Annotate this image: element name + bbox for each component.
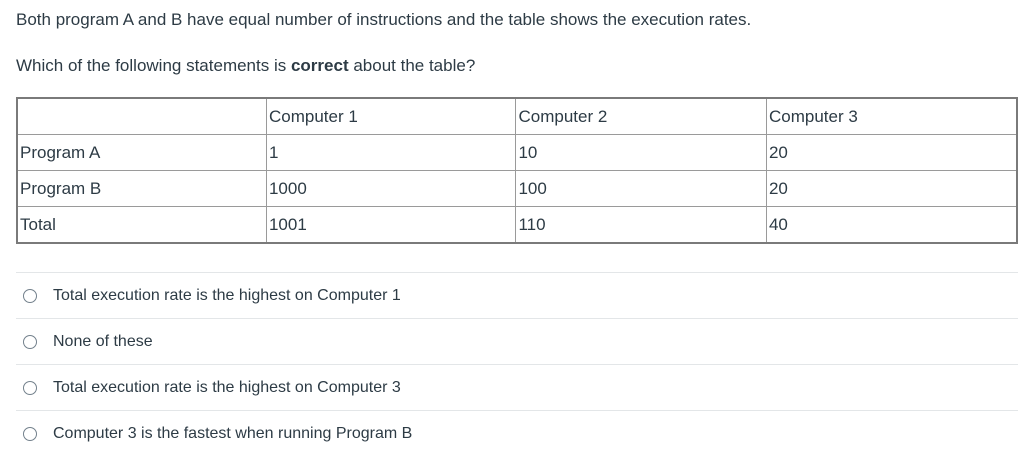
radio-button[interactable] <box>23 289 37 303</box>
table-cell: 100 <box>516 171 767 207</box>
answer-label: Total execution rate is the highest on Computer 3 <box>53 378 401 396</box>
table-header-cell: Computer 3 <box>766 98 1017 135</box>
table-cell: Total <box>17 207 266 244</box>
table-row <box>17 135 1017 171</box>
answer-option[interactable] <box>16 364 1018 410</box>
table-cell: Program B <box>17 171 266 207</box>
radio-button[interactable] <box>23 427 37 441</box>
answer-label: Computer 3 is the fastest when running Program B <box>53 424 413 442</box>
radio-button[interactable] <box>23 381 37 395</box>
question-line-1: Both program A and B have equal number of instructions and the table shows the execution rates. <box>16 10 752 29</box>
answer-option[interactable] <box>16 410 1018 456</box>
table-cell: 20 <box>766 135 1017 171</box>
execution-rate-table <box>16 97 1018 244</box>
answer-option[interactable] <box>16 318 1018 364</box>
answer-label: Total execution rate is the highest on Computer 1 <box>53 286 401 304</box>
table-header-cell: Computer 2 <box>516 98 767 135</box>
table-cell: Program A <box>17 135 266 171</box>
question-text <box>16 8 1016 78</box>
table-cell: 20 <box>766 171 1017 207</box>
table-cell: 110 <box>516 207 767 244</box>
table-header-cell <box>17 98 266 135</box>
table-cell: 10 <box>516 135 767 171</box>
question-line-2-start: Which of the following statements is <box>16 56 291 75</box>
radio-button[interactable] <box>23 335 37 349</box>
table-cell: 1001 <box>266 207 516 244</box>
table-header-cell: Computer 1 <box>266 98 516 135</box>
question-emphasis: correct <box>290 56 349 75</box>
table-row <box>17 207 1017 244</box>
table-header-row <box>17 98 1017 135</box>
answer-option[interactable] <box>16 272 1018 318</box>
table-row <box>17 171 1017 207</box>
answer-label: None of these <box>53 332 153 350</box>
question-line-2 <box>16 54 1016 78</box>
table-cell: 1 <box>266 135 516 171</box>
answer-options <box>16 272 1018 456</box>
table-cell: 1000 <box>266 171 516 207</box>
question-line-2-end: about the table? <box>348 56 476 75</box>
table-cell: 40 <box>766 207 1017 244</box>
